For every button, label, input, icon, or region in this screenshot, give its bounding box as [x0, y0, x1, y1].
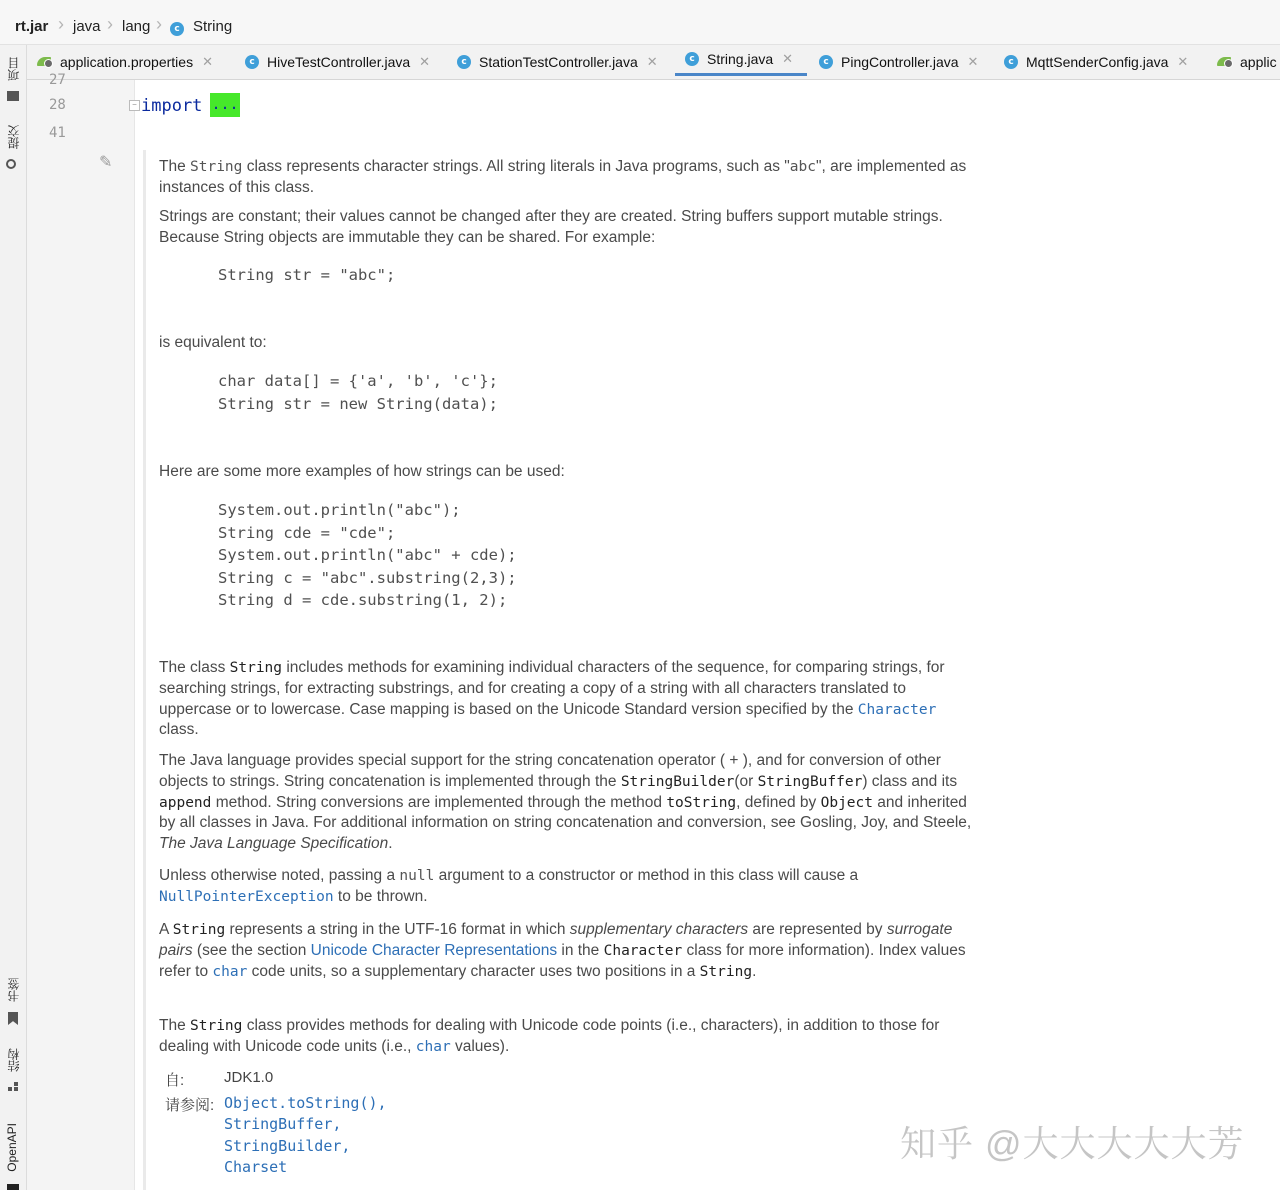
- breadcrumb-separator: ›: [58, 14, 64, 34]
- class-icon: c: [685, 52, 699, 66]
- doc-paragraph-8: A String represents a string in the UTF-16 format in which supplementary characters are represented by surrogate pairs (see the section Unicode Character Representations in the Character class for more information). Index values refer to char code units, so a supplementary character uses two positions in a String.: [159, 921, 966, 980]
- see-also-link[interactable]: StringBuilder,: [224, 1137, 351, 1155]
- class-icon: c: [819, 55, 833, 69]
- spring-leaf-icon: [1217, 56, 1233, 68]
- see-also-link[interactable]: Charset: [224, 1158, 288, 1176]
- close-icon[interactable]: ✕: [782, 51, 794, 66]
- tab-label: PingController.java: [841, 54, 959, 70]
- edit-pencil-icon[interactable]: ✎: [99, 154, 113, 171]
- code-example-1: String str = "abc";: [218, 266, 396, 284]
- code-example-2: char data[] = {'a', 'b', 'c'}; String str = new String(data);: [218, 372, 498, 413]
- doc-paragraph-3: is equivalent to:: [159, 334, 267, 351]
- breadcrumb-separator: ›: [107, 14, 113, 34]
- left-tool-strip: [0, 45, 27, 1190]
- bookmark-icon: [8, 1012, 18, 1025]
- tab-hivetestcontroller[interactable]: [245, 45, 430, 79]
- rendered-javadoc: [143, 150, 983, 1190]
- fold-toggle-icon[interactable]: −: [129, 100, 140, 111]
- doc-paragraph-7: Unless otherwise noted, passing a null argument to a constructor or method in this class will cause a NullPointerException to be thrown.: [159, 867, 859, 905]
- line-number-gutter: [27, 72, 135, 1190]
- line-number: 41: [49, 125, 66, 141]
- tab-label: application.properties: [60, 54, 194, 70]
- breadcrumb-item-rt-jar[interactable]: rt.jar: [15, 18, 49, 35]
- close-icon[interactable]: ✕: [646, 54, 658, 69]
- class-icon: c: [457, 55, 471, 69]
- char-link[interactable]: char: [212, 963, 248, 980]
- see-also-label: 请参阅:: [165, 1097, 215, 1114]
- close-icon[interactable]: ✕: [1177, 54, 1189, 69]
- watermark: 知乎 @大大大大大芳: [900, 1123, 1245, 1164]
- see-also-link[interactable]: Object.toString(),: [224, 1094, 387, 1112]
- class-icon: c: [245, 55, 259, 69]
- doc-paragraph-5: The class String includes methods for examining individual characters of the sequence, for comparing strings, for searching strings, for extracting substrings, and for creating a copy of a string with all characters translated to uppercase or to lowercase. Case mapping is based on the Unicode Standard version specified by the Character class.: [159, 659, 945, 739]
- character-link[interactable]: Character: [857, 701, 937, 718]
- tab-label: HiveTestController.java: [267, 54, 411, 70]
- since-value: JDK1.0: [224, 1069, 274, 1086]
- line-number: 28: [49, 97, 66, 113]
- doc-paragraph-4: Here are some more examples of how strings can be used:: [159, 463, 565, 480]
- folder-icon: [7, 91, 19, 101]
- close-icon[interactable]: ✕: [419, 54, 431, 69]
- tab-string-java[interactable]: [675, 45, 807, 76]
- breadcrumb-item-java[interactable]: java: [73, 18, 101, 35]
- commit-icon: [6, 159, 16, 169]
- tab-stationtestcontroller[interactable]: [457, 45, 658, 79]
- tab-mqttsenderconfig[interactable]: [1004, 45, 1188, 79]
- bookmarks-tool-button[interactable]: 书签: [7, 978, 21, 1002]
- char-link[interactable]: char: [415, 1038, 451, 1055]
- since-label: 自:: [165, 1072, 185, 1089]
- structure-icon: [8, 1082, 18, 1092]
- breadcrumb-item-string[interactable]: String: [193, 18, 233, 35]
- class-icon: c: [170, 18, 192, 36]
- doc-paragraph-6: The Java language provides special support for the string concatenation operator ( + ), and for conversion of other objects to strings. String concatenation is implemented through the StringBuilder(or StringBuffer) class and its append method. String conversions are implemented through the method toString, defined by Object and inherited by all classes in Java. For additional information on string concatenation and conversion, see Gosling, Joy, and Steele, The Java Language Specification.: [159, 752, 972, 853]
- doc-paragraph-1: The String class represents character strings. All string literals in Java programs, such as "abc", are implemented as instances of this class.: [159, 158, 967, 196]
- breadcrumb: [0, 0, 1280, 45]
- tab-label: MqttSenderConfig.java: [1026, 54, 1169, 70]
- close-icon[interactable]: ✕: [967, 54, 979, 69]
- tab-application-partial[interactable]: [1217, 45, 1277, 79]
- doc-paragraph-2: Strings are constant; their values cannot be changed after they are created. String buffers support mutable strings. Because String objects are immutable they can be shared. For example:: [159, 208, 943, 246]
- structure-tool-button[interactable]: 结构: [7, 1048, 21, 1072]
- breadcrumb-separator: ›: [156, 14, 162, 34]
- tab-label: StationTestController.java: [479, 54, 638, 70]
- folded-imports[interactable]: ...: [210, 93, 240, 117]
- close-icon[interactable]: ✕: [202, 54, 213, 69]
- openapi-icon: [7, 1184, 19, 1190]
- breadcrumb-item-lang[interactable]: lang: [122, 18, 151, 35]
- editor-tab-bar: [27, 45, 1280, 80]
- tab-label: applic: [1240, 54, 1277, 70]
- nullpointerexception-link[interactable]: NullPointerException: [159, 888, 334, 905]
- code-example-3: System.out.println("abc"); String cde = "cde"; System.out.println("abc" + cde); String c = "abc".substring(2,3); String d = cde.substring(1, 2);: [218, 501, 517, 609]
- class-icon: c: [1004, 55, 1018, 69]
- unicode-representations-link[interactable]: Unicode Character Representations: [310, 941, 558, 959]
- see-also-link[interactable]: StringBuffer,: [224, 1115, 342, 1133]
- openapi-tool-button[interactable]: OpenAPI: [5, 1123, 19, 1172]
- tab-pingcontroller[interactable]: [819, 45, 978, 79]
- spring-leaf-icon: [37, 56, 53, 68]
- project-tool-button[interactable]: 项目: [7, 57, 21, 81]
- doc-paragraph-9: The String class provides methods for dealing with Unicode code points (i.e., characters), in addition to those for dealing with Unicode code units (i.e., char values).: [159, 1017, 940, 1055]
- tab-label: String.java: [707, 51, 774, 67]
- import-keyword: import: [141, 96, 203, 116]
- commit-tool-button[interactable]: 提交: [7, 125, 21, 149]
- line-number: 27: [49, 72, 66, 88]
